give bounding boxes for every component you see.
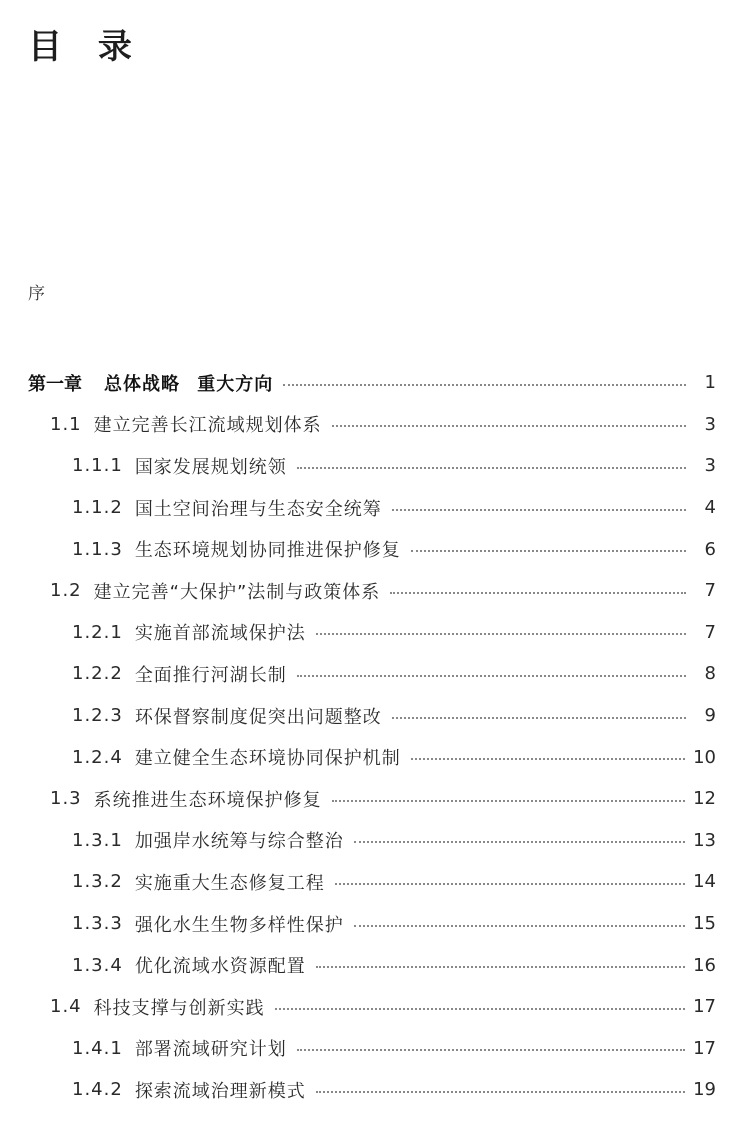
dot-leader xyxy=(411,758,685,760)
toc-entry-title: 探索流域治理新模式 xyxy=(134,1080,306,1102)
dot-leader xyxy=(316,966,685,968)
toc-entry-number: 1.4.1 xyxy=(72,1037,123,1059)
toc-page-number: 7 xyxy=(704,580,716,602)
toc-entry-number: 1.4.2 xyxy=(72,1079,123,1101)
toc-page-number: 10 xyxy=(693,746,716,768)
dot-leader xyxy=(390,592,686,594)
dot-leader xyxy=(335,883,685,885)
dot-leader xyxy=(297,467,686,469)
toc-subsection-entry[interactable] xyxy=(0,612,750,654)
toc-entry-title: 优化流域水资源配置 xyxy=(134,956,306,978)
toc-entry-title: 环保督察制度促突出问题整改 xyxy=(134,706,382,728)
toc-entry-number: 1.1.1 xyxy=(72,455,123,477)
toc-section-entry[interactable] xyxy=(0,570,750,612)
toc-entry-number: 1.3.2 xyxy=(72,871,123,893)
dot-leader xyxy=(332,800,685,802)
toc-entry-title: 强化水生生物多样性保护 xyxy=(134,914,344,936)
toc-section-entry[interactable] xyxy=(0,404,750,446)
toc-entry-title: 加强岸水统筹与综合整治 xyxy=(134,831,344,853)
table-of-contents xyxy=(0,362,750,1111)
dot-leader xyxy=(297,1049,685,1051)
dot-leader xyxy=(411,550,686,552)
toc-entry-title: 建立健全生态环境协同保护机制 xyxy=(134,748,401,770)
toc-entry-number: 1.3 xyxy=(50,788,82,810)
dot-leader xyxy=(354,841,685,843)
toc-entry-title: 国土空间治理与生态安全统筹 xyxy=(134,498,382,520)
toc-entry-title: 国家发展规划统领 xyxy=(134,456,287,478)
dot-leader xyxy=(297,675,686,677)
toc-page-number: 3 xyxy=(704,455,716,477)
toc-page-number: 14 xyxy=(693,871,716,893)
toc-chapter-entry[interactable] xyxy=(0,362,750,404)
toc-subsection-entry[interactable] xyxy=(0,487,750,529)
toc-page-number: 7 xyxy=(704,621,716,643)
dot-leader xyxy=(283,384,686,386)
toc-entry-title: 全面推行河湖长制 xyxy=(134,664,287,686)
page-title: 目 录 xyxy=(28,27,144,67)
toc-entry-title: 部署流域研究计划 xyxy=(134,1039,287,1061)
toc-entry-number: 1.2.2 xyxy=(72,663,123,685)
toc-entry-number: 1.2.4 xyxy=(72,746,123,768)
toc-subsection-entry[interactable] xyxy=(0,861,750,903)
dot-leader xyxy=(392,717,686,719)
toc-entry-title: 系统推进生态环境保护修复 xyxy=(93,789,322,811)
toc-subsection-entry[interactable] xyxy=(0,736,750,778)
toc-page-number: 1 xyxy=(704,372,716,394)
toc-page-number: 9 xyxy=(704,705,716,727)
toc-page-number: 19 xyxy=(693,1079,716,1101)
toc-page-number: 13 xyxy=(693,829,716,851)
dot-leader xyxy=(392,509,686,511)
dot-leader xyxy=(316,633,686,635)
toc-subsection-entry[interactable] xyxy=(0,695,750,737)
toc-entry-number: 1.1.2 xyxy=(72,497,123,519)
toc-section-entry[interactable] xyxy=(0,986,750,1028)
dot-leader xyxy=(316,1091,685,1093)
dot-leader xyxy=(275,1008,685,1010)
toc-page-number: 12 xyxy=(693,788,716,810)
toc-page-number: 3 xyxy=(704,413,716,435)
toc-subsection-entry[interactable] xyxy=(0,653,750,695)
toc-entry-title: 生态环境规划协同推进保护修复 xyxy=(134,540,401,562)
toc-entry-title: 实施重大生态修复工程 xyxy=(134,872,325,894)
toc-subsection-entry[interactable] xyxy=(0,528,750,570)
toc-entry-title: 总体战略 重大方向 xyxy=(104,373,274,395)
toc-subsection-entry[interactable] xyxy=(0,820,750,862)
toc-entry-title: 科技支撑与创新实践 xyxy=(93,997,265,1019)
toc-entry-number: 1.2.3 xyxy=(72,705,123,727)
toc-subsection-entry[interactable] xyxy=(0,903,750,945)
toc-section-entry[interactable] xyxy=(0,778,750,820)
dot-leader xyxy=(332,425,686,427)
toc-entry-number: 1.1.3 xyxy=(72,538,123,560)
toc-page-number: 6 xyxy=(704,538,716,560)
toc-page-number: 16 xyxy=(693,954,716,976)
toc-entry-number: 第一章 xyxy=(28,373,82,395)
toc-page-number: 15 xyxy=(693,913,716,935)
toc-entry-title: 建立完善长江流域规划体系 xyxy=(93,415,322,437)
toc-entry-number: 1.2 xyxy=(50,580,82,602)
toc-page-number: 17 xyxy=(693,1037,716,1059)
toc-preface-entry[interactable]: 序 xyxy=(28,284,45,304)
toc-entry-number: 1.4 xyxy=(50,996,82,1018)
toc-entry-title: 建立完善“大保护”法制与政策体系 xyxy=(93,581,381,603)
dot-leader xyxy=(354,925,685,927)
toc-entry-number: 1.3.4 xyxy=(72,954,123,976)
toc-subsection-entry[interactable] xyxy=(0,1069,750,1111)
toc-entry-title: 实施首部流域保护法 xyxy=(134,623,306,645)
toc-page-number: 4 xyxy=(704,497,716,519)
toc-entry-number: 1.2.1 xyxy=(72,621,123,643)
toc-subsection-entry[interactable] xyxy=(0,445,750,487)
toc-page-number: 17 xyxy=(693,996,716,1018)
toc-entry-number: 1.3.1 xyxy=(72,829,123,851)
toc-subsection-entry[interactable] xyxy=(0,944,750,986)
toc-page-number: 8 xyxy=(704,663,716,685)
toc-entry-number: 1.1 xyxy=(50,413,82,435)
toc-subsection-entry[interactable] xyxy=(0,1028,750,1070)
toc-entry-number: 1.3.3 xyxy=(72,913,123,935)
